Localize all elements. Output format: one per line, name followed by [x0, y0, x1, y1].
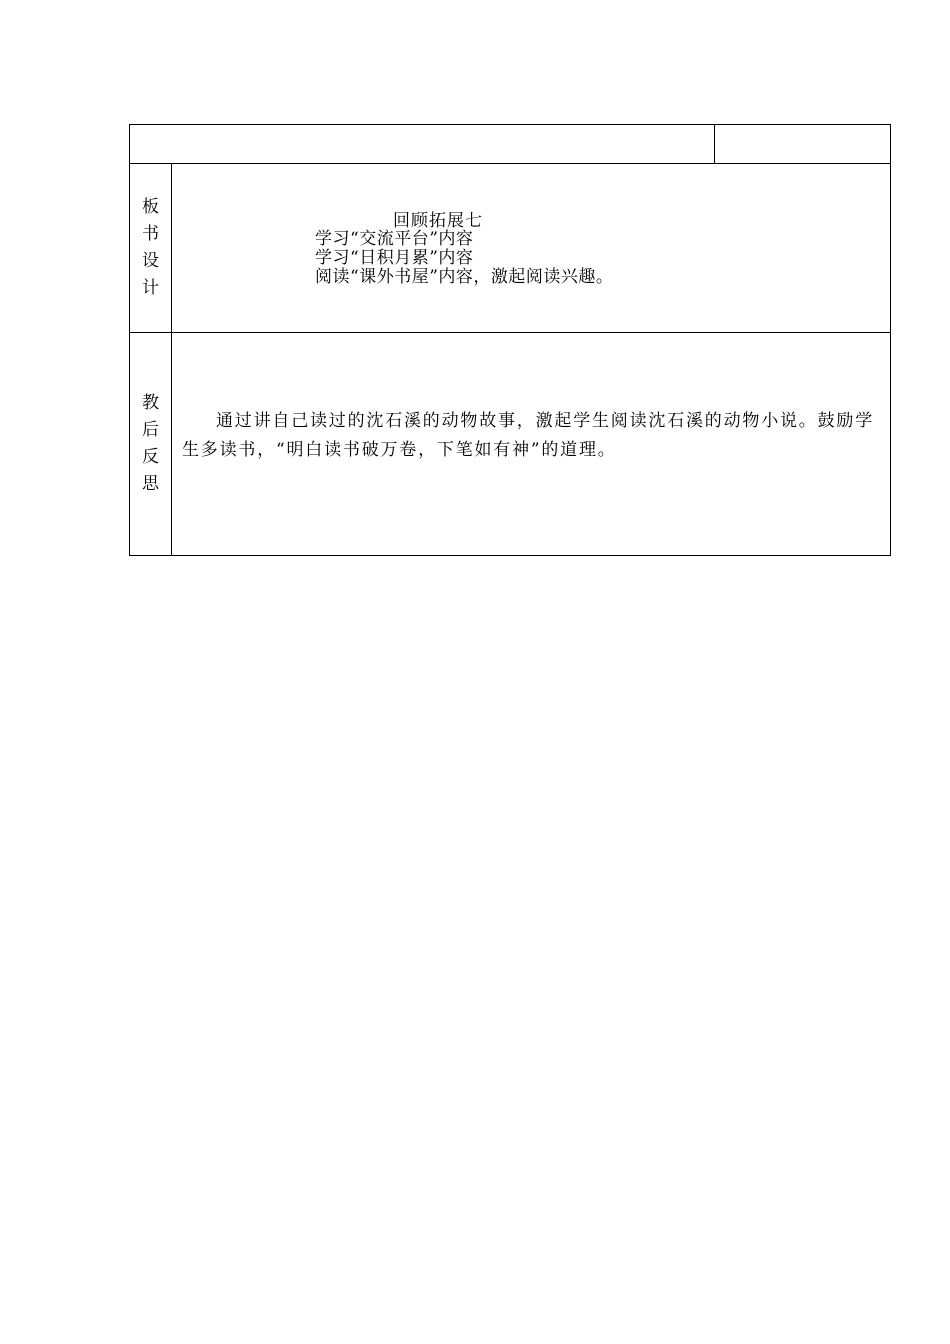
board-lines	[315, 230, 613, 287]
reflection-content	[172, 333, 891, 556]
label-char: 反	[142, 447, 159, 467]
board-line: 学习“日积月累”内容	[315, 248, 474, 268]
board-design-label	[130, 164, 172, 333]
label-char: 书	[142, 224, 159, 244]
label-char: 思	[142, 474, 159, 494]
header-right-cell	[715, 125, 891, 164]
board-design-row	[130, 164, 891, 333]
reflection-text: 通过讲自己读过的沈石溪的动物故事，激起学生阅读沈石溪的动物小说。鼓励学生多读书，“明白读书破万卷，下笔如有神”的道理。	[182, 411, 874, 460]
reflection-row	[130, 333, 891, 556]
label-char: 后	[142, 420, 159, 440]
label-char: 教	[142, 393, 159, 413]
board-title: 回顾拓展七	[393, 211, 483, 231]
board-design-content	[172, 164, 891, 333]
header-left-cell	[130, 125, 715, 164]
board-line: 学习“交流平台”内容	[315, 229, 474, 249]
reflection-label	[130, 333, 172, 556]
label-char: 计	[142, 278, 159, 298]
lesson-plan-table	[129, 124, 891, 556]
label-char: 设	[142, 251, 159, 271]
label-char: 板	[142, 197, 159, 217]
board-line: 阅读“课外书屋”内容，激起阅读兴趣。	[315, 267, 614, 287]
header-row	[130, 125, 891, 164]
